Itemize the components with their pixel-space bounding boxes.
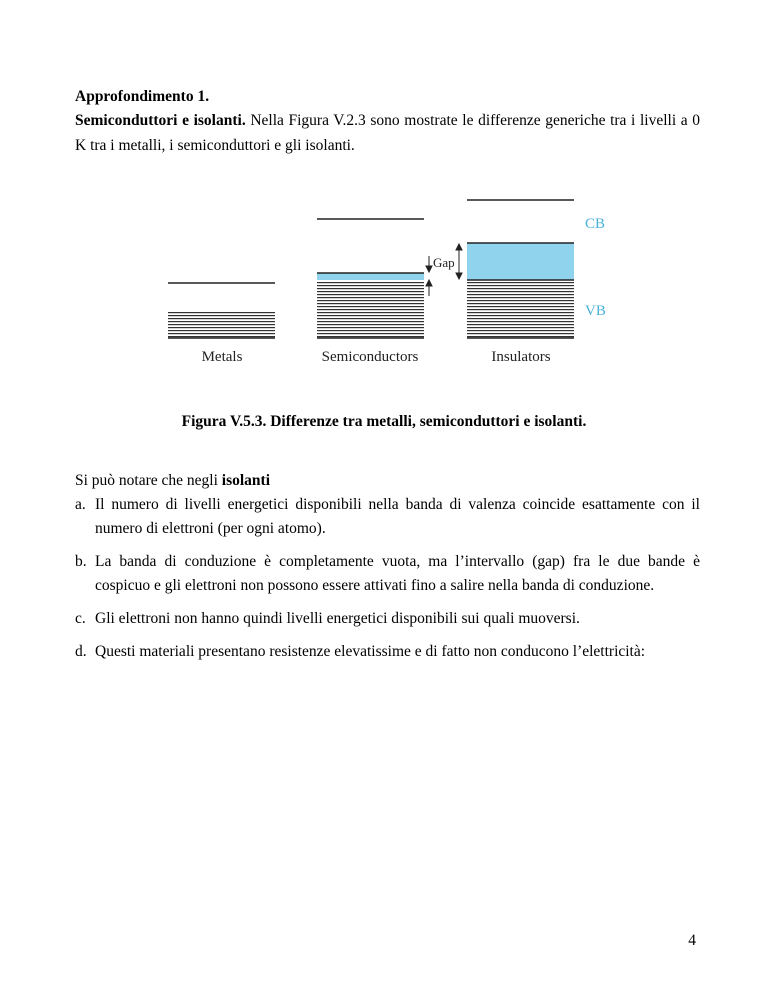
list-marker: b.: [75, 553, 87, 570]
list-item: [75, 607, 700, 631]
list-item-text: Il numero di livelli energetici disponibili nella banda di valenza coincide esattamente con il numero di elettroni (per ogni atomo).: [95, 496, 700, 537]
list-marker: d.: [75, 643, 87, 660]
intro-paragraph: [75, 108, 700, 158]
properties-list: [75, 493, 700, 673]
band-diagram-figure: [165, 180, 627, 382]
list-item: [75, 640, 700, 664]
list-marker: a.: [75, 496, 86, 513]
metals-label: Metals: [201, 349, 243, 365]
semiconductors-label: Semiconductors: [321, 349, 419, 365]
gap-arrows: [426, 256, 432, 296]
list-item-text: Gli elettroni non hanno quindi livelli energetici disponibili sui quali muoversi.: [95, 610, 580, 627]
list-item: [75, 550, 700, 598]
list-item-text: Questi materiali presentano resistenze elevatissime e di fatto non conducono l’elettricità:: [95, 643, 646, 660]
insulator-gap-arrow: [456, 244, 462, 279]
insulators-valence-band: [467, 281, 574, 338]
band-diagram: [165, 180, 627, 382]
vb-label: VB: [585, 303, 606, 319]
lead-bold: isolanti: [221, 472, 271, 489]
list-marker: c.: [75, 610, 86, 627]
page-number: 4: [688, 932, 696, 949]
lead-text: Si può notare che negli: [75, 472, 222, 489]
section-heading: Approfondimento 1.: [75, 88, 210, 105]
figure-caption: Figura V.5.3. Differenze tra metalli, semiconduttori e isolanti.: [181, 413, 587, 430]
gap-label: Gap: [433, 255, 455, 270]
metals-filled-band: [168, 312, 275, 338]
lead-sentence: [75, 472, 270, 490]
cb-label: CB: [585, 216, 606, 232]
intro-text: Nella Figura V.2.3 sono mostrate le differenze generiche tra i livelli a 0 K tra i metalli, i semiconduttori e gli isolanti.: [75, 112, 700, 154]
semiconductors-conduction-band: [317, 273, 424, 280]
intro-bold-title: Semiconduttori e isolanti.: [75, 112, 246, 129]
list-item: [75, 493, 700, 541]
list-item-text: La banda di conduzione è completamente vuota, ma l’intervallo (gap) fra le due bande è cospicuo e gli elettroni non possono essere attivati fino a salire nella banda di conduzione.: [95, 553, 700, 594]
insulators-conduction-band: [467, 243, 574, 280]
semiconductors-valence-band: [317, 281, 424, 338]
insulators-label: Insulators: [491, 349, 551, 365]
